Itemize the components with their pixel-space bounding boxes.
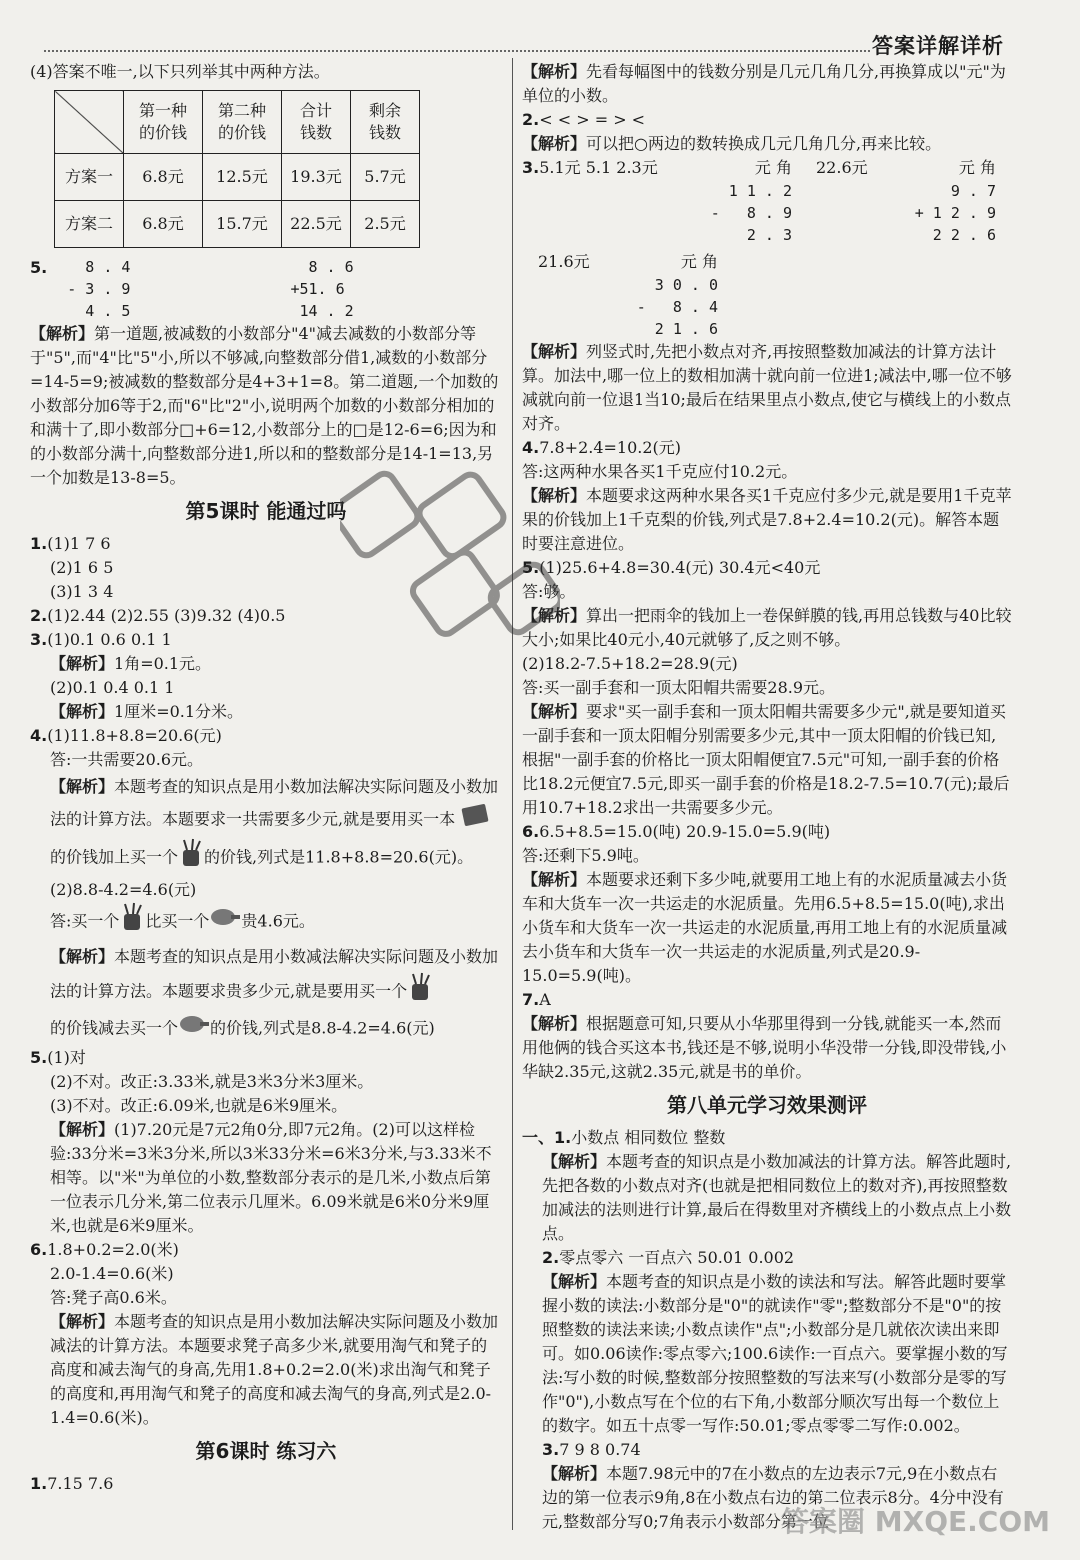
- analysis-tag: 【解析】: [522, 702, 587, 721]
- analysis-text: (1)7.20元是7元2角0分,即7元2角。(2)可以这样检验:33分米=3米3分米,所以3米33分米=6米3分米,与3.33米不相等。以"米"为单位的小数,整数部分表示的是几米,小数点后第一位表示几分米,第二位表示几厘米。6.09米就是6米0分米9厘米,也就是6米9厘米。: [50, 1120, 492, 1235]
- r-item-2-analysis: [522, 132, 1012, 156]
- item-number: 一、1.: [522, 1128, 572, 1147]
- vertical-calc-3: [618, 250, 718, 340]
- r-item-7-analysis: [522, 1012, 1012, 1084]
- answer-text: 比买一个: [145, 911, 210, 931]
- table-cell: 2.5元: [351, 201, 420, 248]
- calc-header: 元 角: [958, 158, 996, 177]
- item-text: (1)对: [47, 1048, 86, 1067]
- analysis-text: 的价钱减去买一个: [50, 1018, 179, 1038]
- analysis-tag: 【解析】: [50, 1120, 115, 1139]
- right-column: [522, 60, 1012, 1534]
- item-4: [30, 724, 502, 748]
- analysis-text: 本题考查的知识点是小数的读法和写法。解答此题时要掌握小数的读法:小数部分是"0"的就读作"零";整数部分不是"0"的按照整数的读法来读;小数点读作"点";小数部分是几就依次读出来即可。如0.06读作:零点零六;100.6读作:一百点六。要掌握小数的写法:写小数的时候,整数部分按照整数的写法来写(小数部分是零的写作"0"),小数点写在个位的右下角,小数部分顺次写出每一个数位上的数字。如五十点零一写作:50.01;零点零零二写作:0.002。: [542, 1272, 1008, 1435]
- u-item-3: [522, 1438, 1012, 1462]
- r-item-6: [522, 820, 1012, 844]
- item-text: 1.8+0.2=2.0(米): [47, 1240, 179, 1259]
- item-number: 3.: [542, 1440, 560, 1459]
- item-3-b: (2)0.1 0.4 0.1 1: [50, 678, 175, 697]
- analysis-tag: 【解析】: [542, 1464, 607, 1483]
- r-item-3-b: 21.6元: [538, 252, 590, 271]
- stamp-watermark-icon: [340, 410, 560, 710]
- analysis-text: 本题考查的知识点是用小数减法解决实际问题及小数加法的计算方法。本题要求贵多少元,就是要用买一个: [50, 947, 499, 1001]
- unit-8-title: 第八单元学习效果测评: [667, 1093, 867, 1117]
- price-table: [54, 90, 420, 248]
- item-6-b: 2.0-1.4=0.6(米): [50, 1264, 174, 1283]
- r-item-5-2-answer: 答:买一副手套和一顶太阳帽共需要28.9元。: [522, 678, 836, 697]
- analysis-tag: 【解析】: [522, 134, 587, 153]
- r-item-6-analysis: [522, 868, 1012, 988]
- r-item-4: [522, 436, 1012, 460]
- item-5-2: (2)不对。改正:3.33米,就是3米3分米3厘米。: [50, 1072, 374, 1091]
- analysis-text: 先看每幅图中的钱数分别是几元几角几分,再换算成以"元"为单位的小数。: [522, 62, 1006, 105]
- r-item-3: [522, 156, 682, 180]
- r-item-5-2: (2)18.2-7.5+18.2=28.9(元): [522, 654, 738, 673]
- item-text: (1)1 7 6: [47, 534, 111, 553]
- q5-number: 5.: [30, 258, 48, 277]
- analysis-tag: 【解析】: [50, 947, 115, 966]
- r-item-5-analysis: [522, 604, 1012, 652]
- u-item-2: [522, 1246, 1012, 1270]
- analysis-tag: 【解析】: [30, 324, 95, 343]
- answer-text: 贵4.6元。: [241, 911, 315, 931]
- pen-holder-icon: [119, 902, 145, 942]
- r-item-3-analysis: [522, 340, 1012, 436]
- item-4-2: (2)8.8-4.2=4.6(元): [50, 880, 197, 899]
- header-rule: [44, 50, 870, 52]
- item-text: (1)25.6+4.8=30.4(元) 30.4元<40元: [539, 558, 821, 577]
- calculator-icon: [209, 905, 241, 939]
- table-header-cell: 第二种 的价钱: [203, 91, 282, 154]
- item-6: [30, 1238, 502, 1262]
- item-text: 7 9 8 0.74: [559, 1440, 641, 1459]
- lesson6-item-1: [30, 1472, 502, 1496]
- analysis-text: 可以把○两边的数转换成几元几角几分,再来比较。: [586, 134, 942, 153]
- item-text: (1)2.44 (2)2.55 (3)9.32 (4)0.5: [47, 606, 286, 625]
- item-text: 7.8+2.4=10.2(元): [539, 438, 682, 457]
- table-header-cell: 合计 钱数: [282, 91, 351, 154]
- item-text: (1)0.1 0.6 0.1 1: [47, 630, 172, 649]
- item-5: [30, 1046, 502, 1070]
- item-text: A: [539, 990, 551, 1009]
- item-number: 2.: [542, 1248, 560, 1267]
- item-number: 3.: [522, 158, 540, 177]
- r-item-5: [522, 556, 1012, 580]
- item-text: < < > = > <: [539, 110, 646, 129]
- table-header-row: [55, 91, 420, 154]
- r-item-5-2-analysis: [522, 700, 1012, 820]
- analysis-text: 本题考查的知识点是小数加减法的计算方法。解答此题时,先把各数的小数点对齐(也就是把相同数位上的数对齐),再按照整数加减法的法则进行计算,最后在得数里对齐横线上的小数点点上小数点。: [542, 1152, 1012, 1243]
- item-4-answer: 答:一共需要20.6元。: [50, 750, 204, 769]
- item-5-analysis: [30, 1118, 502, 1238]
- r-item-2: [522, 108, 1012, 132]
- vertical-calc-1: [682, 156, 792, 246]
- analysis-text: 第一道题,被减数的小数部分"4"减去减数的小数部分等于"5",而"4"比"5"小,所以不够减,向整数部分借1,减数的小数部分=14-5=9;被减数的整数部分是4+3+1=8。第二道题,一个加数的小数部分加6等于2,而"6"比"2"小,说明两个加数的小数部分相加的和满十了,即小数部分□+6=12,小数部分上的□是12-6=6;因为和的小数部分满十,向整数部分进1,所以和的整数部分是14-1=13,另一个加数是13-8=5。: [30, 324, 499, 487]
- analysis-tag: 【解析】: [542, 1272, 607, 1291]
- analysis-tag: 【解析】: [522, 486, 587, 505]
- item-number: 1.: [30, 1474, 48, 1493]
- analysis-text: 本题要求这两种水果各买1千克应付多少元,就是要用1千克苹果的价钱加上1千克梨的价钱,列式是7.8+2.4=10.2(元)。解答本题时要注意进位。: [522, 486, 1012, 553]
- analysis-tag: 【解析】: [522, 342, 587, 361]
- analysis-tag: 【解析】: [542, 1152, 607, 1171]
- vertical-calc-2: [896, 156, 996, 246]
- table-cell: 5.7元: [351, 154, 420, 201]
- item-number: 1.: [30, 534, 48, 553]
- u-item-1-analysis: [522, 1150, 1012, 1246]
- item-4-analysis-1: [30, 772, 502, 878]
- table-header-cell: 第一种 的价钱: [124, 91, 203, 154]
- item-number: 2.: [30, 606, 48, 625]
- item-number: 5.: [522, 558, 540, 577]
- page-header-title: 答案详解详析: [872, 34, 1004, 58]
- item-number: 6.: [30, 1240, 48, 1259]
- r-item-4-analysis: [522, 484, 1012, 556]
- analysis-text: 的价钱加上买一个: [50, 847, 179, 867]
- analysis-text: 本题要求还剩下多少吨,就要用工地上有的水泥质量减去小货车和大货车一次一共运走的水泥质量。先用6.5+8.5=15.0(吨),求出小货车和大货车一次一共运走的水泥质量,再用工地上有的水泥质量减去小货车和大货车一次一共运走的水泥质量,列式是20.9-15.0=5.9(吨)。: [522, 870, 1008, 985]
- item-text: 5.1元 5.1 2.3元: [539, 158, 658, 177]
- analysis-tag: 【解析】: [50, 654, 115, 673]
- analysis-text: 的价钱,列式是8.8-4.2=4.6(元): [210, 1018, 435, 1038]
- item-text: 小数点 相同数位 整数: [571, 1128, 726, 1147]
- calc-header: 元 角: [754, 158, 792, 177]
- notebook-icon: [460, 802, 490, 838]
- table-cell: 15.7元: [203, 201, 282, 248]
- r-item-3-row-2: [522, 250, 1012, 340]
- column-divider: [512, 58, 513, 1530]
- u-item-2-analysis: [522, 1270, 1012, 1438]
- item-number: 7.: [522, 990, 540, 1009]
- table-cell: 22.5元: [282, 201, 351, 248]
- table-row: [55, 154, 420, 201]
- table-cell: 方案一: [55, 154, 124, 201]
- calc-body: 1 1 . 2 - 8 . 9 2 . 3: [710, 182, 792, 244]
- item-text: 零点零六 一百点六 50.01 0.002: [559, 1248, 795, 1267]
- lesson-6-title: 第6课时 练习六: [195, 1439, 337, 1463]
- table-header-cell: 剩余 钱数: [351, 91, 420, 154]
- item-text: 7.15 7.6: [47, 1474, 114, 1493]
- analysis-tag: 【解析】: [50, 702, 115, 721]
- q5-vertical-calc-a: 8 . 4 - 3 . 9 4 . 5: [67, 258, 131, 320]
- analysis-tag: 【解析】: [522, 1014, 587, 1033]
- item-1-3: (3)1 3 4: [50, 582, 114, 601]
- answer-text: 答:买一个: [50, 911, 120, 931]
- calc-body: 9 . 7 + 1 2 . 9 2 2 . 6: [914, 182, 996, 244]
- r-item-6-answer: 答:还剩下5.9吨。: [522, 846, 649, 865]
- item-number: 4.: [522, 438, 540, 457]
- item-text: 6.5+8.5=15.0(吨) 20.9-15.0=5.9(吨): [539, 822, 831, 841]
- analysis-tag: 【解析】: [522, 606, 587, 625]
- item-1-2: (2)1 6 5: [50, 558, 114, 577]
- analysis-tag: 【解析】: [50, 777, 115, 796]
- table-cell: 19.3元: [282, 154, 351, 201]
- item-4-2-answer: [30, 902, 502, 942]
- pen-holder-icon: [178, 838, 204, 878]
- analysis-text: 算出一把雨伞的钱加上一卷保鲜膜的钱,再用总钱数与40比较大小;如果比40元小,40元就够了,反之则不够。: [522, 606, 1012, 649]
- analysis-text: 的价钱,列式是11.8+8.8=20.6(元)。: [204, 847, 474, 867]
- item-number: 3.: [30, 630, 48, 649]
- q5-calc-row: [30, 256, 502, 322]
- table-cell: 方案二: [55, 201, 124, 248]
- analysis-text: 根据题意可知,只要从小华那里得到一分钱,就能买一本,然而用他俩的钱合买这本书,钱还是不够,说明小华没带一分钱,即没带钱,小华缺2.35元,这就2.35元,就是书的单价。: [522, 1014, 1007, 1081]
- u-item-1: [522, 1126, 1012, 1150]
- item-number: 4.: [30, 726, 48, 745]
- table-cell: 6.8元: [124, 154, 203, 201]
- r-item-5-answer: 答:够。: [522, 582, 576, 601]
- analysis-text: 要求"买一副手套和一顶太阳帽共需要多少元",就是要知道买一副手套和一顶太阳帽分别需要多少元,其中一顶太阳帽的价钱已知,根据"一副手套的价格比一顶太阳帽便宜7.5元"可知,一副手套的价格比18.2元便宜7.5元,即买一副手套的价格是18.2-7.5=10.7(元);最后用10.7+18.2求出一共需要多少元。: [522, 702, 1010, 817]
- analysis-tag: 【解析】: [522, 870, 587, 889]
- r1-analysis: [522, 60, 1012, 108]
- table-cell: 12.5元: [203, 154, 282, 201]
- item-number: 2.: [522, 110, 540, 129]
- item-6-answer: 答:凳子高0.6米。: [50, 1288, 177, 1307]
- calculator-icon: [178, 1012, 210, 1046]
- table-row: [55, 201, 420, 248]
- r-item-3-mid: 22.6元: [816, 158, 868, 177]
- item-number: 5.: [30, 1048, 48, 1067]
- q4-intro: (4)答案不唯一,以下只列举其中两种方法。: [30, 62, 330, 81]
- lesson-5-title: 第5课时 能通过吗: [185, 499, 347, 523]
- item-6-analysis: [30, 1310, 502, 1430]
- calc-body: 3 0 . 0 - 8 . 4 2 1 . 6: [636, 276, 718, 338]
- calc-header: 元 角: [680, 252, 718, 271]
- r-item-3-row: [522, 156, 1012, 246]
- analysis-text: 列竖式时,先把小数点对齐,再按照整数加减法的计算方法计算。加法中,哪一位上的数相加满十就向前一位进1;减法中,哪一位不够减就向前一位退1当10;最后在结果里点小数点,使它与横线上的小数点对齐。: [522, 342, 1012, 433]
- table-header-cell: [55, 91, 124, 154]
- analysis-text: 本题考查的知识点是用小数加法解决实际问题及小数加法的计算方法。本题要求一共需要多少元,就是要用买一本: [50, 777, 499, 829]
- pen-holder-icon: [407, 972, 433, 1012]
- analysis-tag: 【解析】: [522, 62, 587, 81]
- item-number: 6.: [522, 822, 540, 841]
- item-4-analysis-2: [30, 942, 502, 1046]
- q5-vertical-calc-b: 8 . 6 +51. 6 14 . 2: [290, 258, 354, 320]
- item-text: (1)11.8+8.8=20.6(元): [47, 726, 222, 745]
- analysis-tag: 【解析】: [50, 1312, 115, 1331]
- item-5-3: (3)不对。改正:6.09米,也就是6米9厘米。: [50, 1096, 348, 1115]
- r-item-4-answer: 答:这两种水果各买1千克应付10.2元。: [522, 462, 798, 481]
- left-column: [30, 60, 502, 1496]
- corner-watermark: 答案圈 MXQE.COM: [781, 1505, 1050, 1538]
- r-item-7: [522, 988, 1012, 1012]
- analysis-text: 本题考查的知识点是用小数加法解决实际问题及小数加减法的计算方法。本题要求凳子高多少米,就要用淘气和凳子的高度和减去淘气的身高,先用1.8+0.2=2.0(米)求出淘气和凳子的高度和,再用淘气和凳子的高度和减去淘气的身高,列式是2.0-1.4=0.6(米)。: [50, 1312, 499, 1427]
- table-cell: 6.8元: [124, 201, 203, 248]
- analysis-text: 1厘米=0.1分米。: [114, 702, 244, 721]
- analysis-text: 本题7.98元中的7在小数点的左边表示7元,9在小数点右边的第一位表示9角,8在小数点右边的第二位表示8分。4分中没有元,整数部分写0;7角表示小数部分第一位: [542, 1464, 1004, 1531]
- analysis-text: 1角=0.1元。: [114, 654, 212, 673]
